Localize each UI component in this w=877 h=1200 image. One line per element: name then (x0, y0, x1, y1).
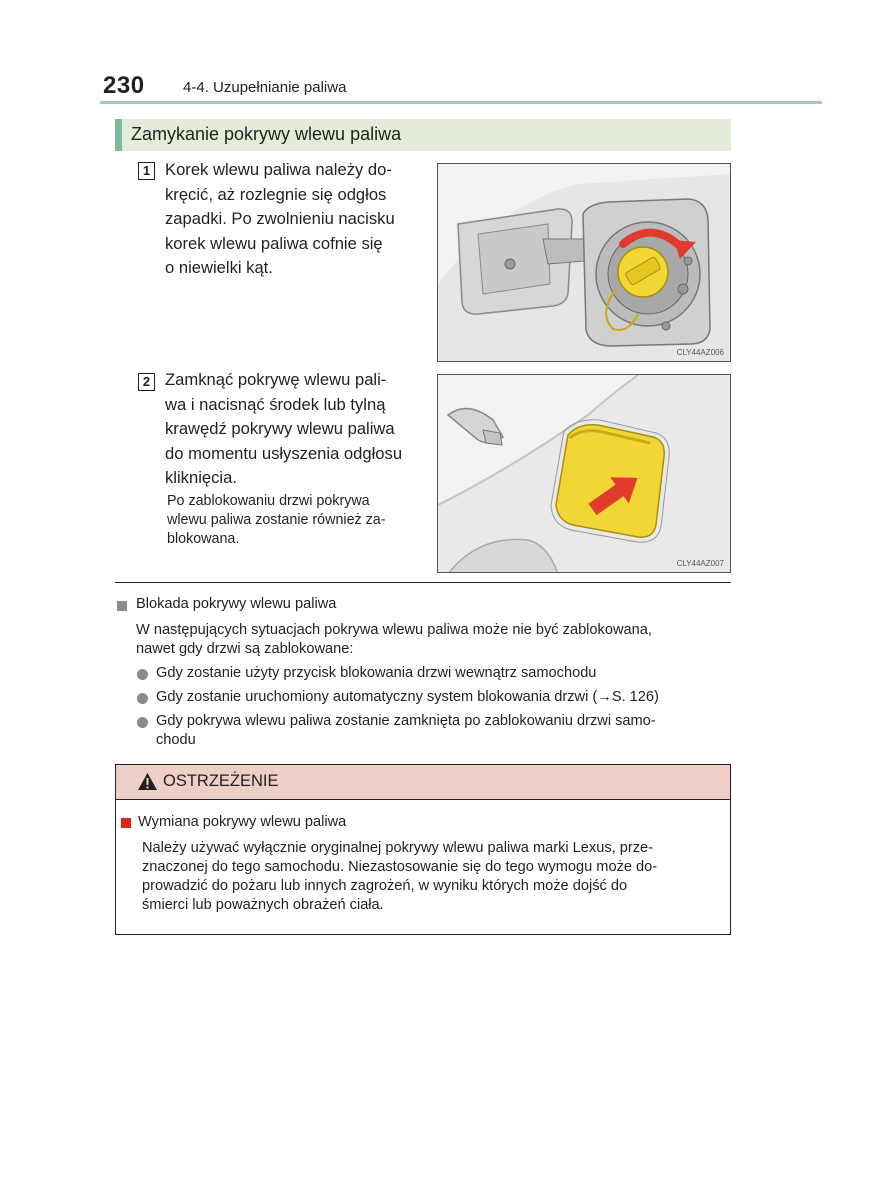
step-1-line: Korek wlewu paliwa należy do- (165, 160, 392, 179)
warning-line: znaczonej do tego samochodu. Niezastosowanie się do tego wymogu może do- (142, 859, 658, 875)
figure-1-code: CLY44AZ006 (676, 348, 724, 357)
fuel-cap-figure (437, 163, 731, 362)
fuel-door-illustration (438, 375, 731, 573)
bullet-icon (137, 693, 148, 704)
warning-body (142, 839, 716, 915)
warning-box (115, 764, 731, 935)
bullet-item (156, 712, 731, 750)
warning-line: śmierci lub poważnych obrażeń ciała. (142, 897, 384, 913)
step-2-text (165, 368, 422, 491)
bullet-item (156, 688, 731, 707)
bullet-item (156, 664, 731, 683)
step-1-number: 1 (138, 162, 155, 180)
step-1-line: zapadki. Po zwolnieniu nacisku (165, 209, 395, 228)
step-2-note-line: wlewu paliwa zostanie również za- (167, 512, 386, 528)
step-1-line: o niewielki kąt. (165, 258, 273, 277)
red-square-icon (121, 818, 131, 828)
section-heading-bar (115, 119, 731, 151)
intro-line: nawet gdy drzwi są zablokowane: (136, 641, 354, 657)
fuel-door-figure (437, 374, 731, 573)
intro-line: W następujących sytuacjach pokrywa wlewu paliwa może nie być zablokowana, (136, 622, 652, 638)
bullet-icon (137, 717, 148, 728)
warning-title: OSTRZEŻENIE (163, 772, 279, 790)
bullet-icon (137, 669, 148, 680)
step-1-text (165, 158, 422, 281)
gray-square-icon (117, 601, 127, 611)
fuel-cap-illustration (438, 164, 731, 362)
warning-triangle-icon (137, 772, 158, 791)
step-2-note-line: blokowana. (167, 531, 240, 547)
bullet-line: chodu (156, 732, 196, 748)
bullet-line: Gdy zostanie użyty przycisk blokowania drzwi wewnątrz samochodu (156, 665, 597, 681)
step-2-line: Zamknąć pokrywę wlewu pali- (165, 370, 387, 389)
lock-info-intro (136, 621, 731, 659)
figure-2-code: CLY44AZ007 (676, 559, 724, 568)
bullet-line: Gdy pokrywa wlewu paliwa zostanie zamknięta po zablokowaniu drzwi samo- (156, 713, 656, 729)
warning-header (116, 765, 730, 800)
step-2-number: 2 (138, 373, 155, 391)
lock-info-heading: Blokada pokrywy wlewu paliwa (136, 596, 337, 612)
page-number: 230 (103, 72, 145, 99)
bullet-line: Gdy zostanie uruchomiony automatyczny system blokowania drzwi (→S. 126) (156, 689, 659, 705)
warning-line: prowadzić do pożaru lub innych zagrożeń, w wyniku których może dojść do (142, 878, 628, 894)
section-divider (115, 582, 731, 583)
step-2-note-line: Po zablokowaniu drzwi pokrywa (167, 493, 370, 509)
step-2-line: do momentu usłyszenia odgłosu (165, 443, 403, 463)
step-2-note (167, 492, 422, 549)
header-rule (100, 101, 822, 104)
warning-subheading: Wymiana pokrywy wlewu paliwa (138, 814, 347, 830)
warning-line: Należy używać wyłącznie oryginalnej pokrywy wlewu paliwa marki Lexus, prze- (142, 840, 653, 856)
section-title: Zamykanie pokrywy wlewu paliwa (131, 124, 402, 144)
step-1-line: kręcić, aż rozlegnie się odgłos (165, 184, 387, 204)
step-2-line: kliknięcia. (165, 468, 237, 487)
step-2-line: krawędź pokrywy wlewu paliwa (165, 419, 395, 438)
step-2-line: wa i nacisnąć środek lub tylną (165, 394, 386, 414)
chapter-title: 4-4. Uzupełnianie paliwa (183, 79, 347, 96)
section-accent (115, 119, 122, 151)
step-1-line: korek wlewu paliwa cofnie się (165, 233, 383, 253)
